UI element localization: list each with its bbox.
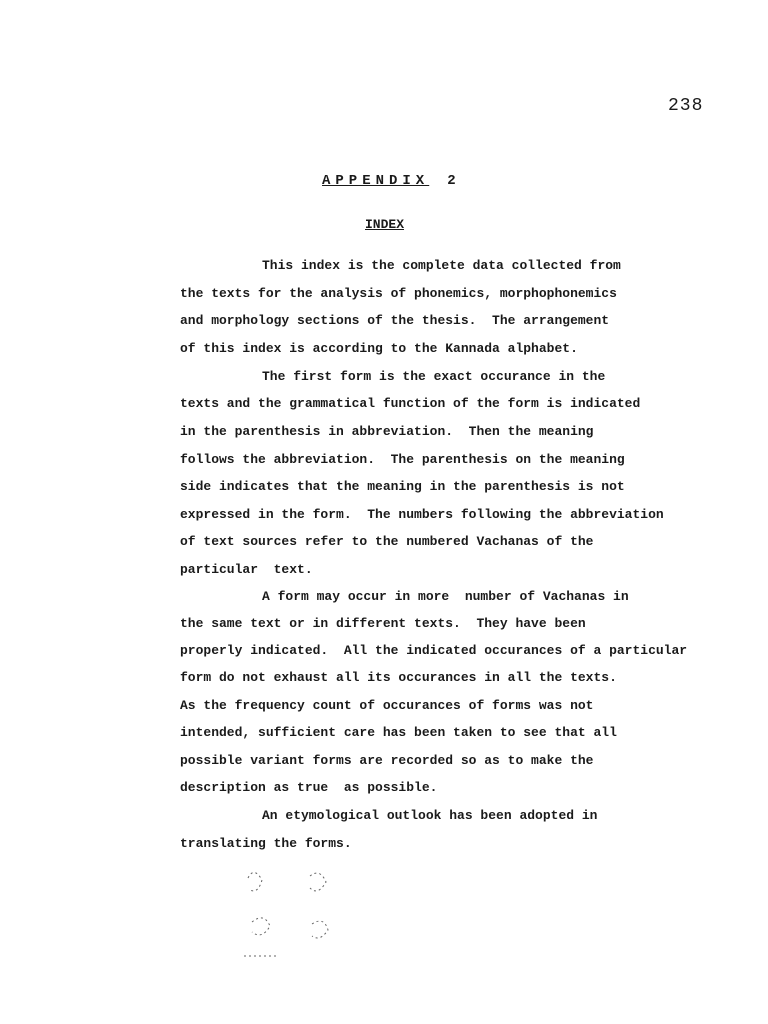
scan-specks (240, 860, 350, 970)
body-line: properly indicated. All the indicated occurances of a particular (180, 643, 688, 658)
body-line: expressed in the form. The numbers following the abbreviation (180, 507, 664, 522)
body-line: the same text or in different texts. They have been (180, 616, 586, 631)
body-line: possible variant forms are recorded so as to make the (180, 753, 594, 768)
body-line: The first form is the exact occurance in the (262, 369, 606, 384)
index-heading: INDEX (365, 217, 405, 232)
body-line: A form may occur in more number of Vachanas in (262, 589, 629, 604)
appendix-heading (322, 173, 456, 189)
body-line: form do not exhaust all its occurances in all the texts. (180, 670, 617, 685)
body-line: of this index is according to the Kannada alphabet. (180, 341, 578, 356)
body-line: description as true as possible. (180, 780, 438, 795)
body-line: This index is the complete data collected from (262, 258, 621, 273)
appendix-heading-number: 2 (447, 173, 456, 189)
body-line: As the frequency count of occurances of forms was not (180, 698, 594, 713)
appendix-heading-letters: APPENDIX (322, 173, 430, 189)
body-line: translating the forms. (180, 836, 352, 851)
body-line: and morphology sections of the thesis. The arrangement (180, 313, 610, 328)
page-number: 238 (668, 96, 704, 116)
body-line: side indicates that the meaning in the parenthesis is not (180, 479, 625, 494)
body-line: particular text. (180, 562, 313, 577)
body-line: An etymological outlook has been adopted in (262, 808, 598, 823)
body-line: follows the abbreviation. The parenthesis on the meaning (180, 452, 625, 467)
body-line: intended, sufficient care has been taken to see that all (180, 725, 617, 740)
body-line: of text sources refer to the numbered Vachanas of the (180, 534, 594, 549)
body-line: texts and the grammatical function of the form is indicated (180, 396, 641, 411)
body-line: in the parenthesis in abbreviation. Then the meaning (180, 424, 594, 439)
body-line: the texts for the analysis of phonemics, morphophonemics (180, 286, 617, 301)
